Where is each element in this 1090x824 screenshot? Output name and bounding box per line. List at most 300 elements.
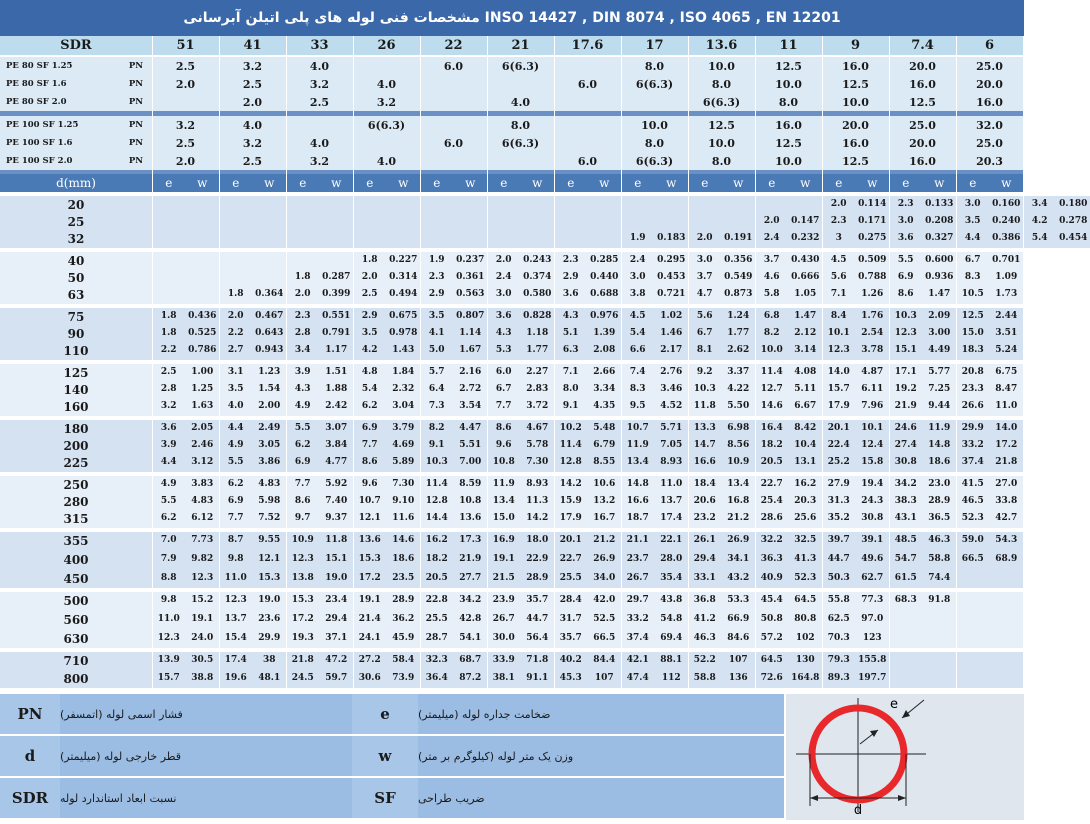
weight-value: 8.56	[722, 437, 756, 454]
weight-value: 54.1	[454, 629, 488, 648]
pn-value: 4.0	[286, 57, 353, 75]
e-header: e	[219, 174, 253, 192]
wall-thickness-value: 4.8	[353, 364, 387, 381]
weight-value: 155.8	[856, 652, 890, 670]
wall-thickness-value: 14.6	[755, 399, 789, 416]
weight-value: 21.9	[454, 551, 488, 570]
wall-thickness-value: 31.3	[822, 493, 856, 510]
wall-thickness-value: 6.9	[889, 269, 923, 286]
weight-value: 5.77	[923, 364, 957, 381]
pipe-diameter: 450	[0, 569, 152, 588]
wall-thickness-value: 6.3	[554, 343, 588, 360]
weight-value: 84.4	[588, 652, 622, 670]
weight-value: 28.9	[387, 592, 421, 611]
weight-value: 10.4	[789, 437, 823, 454]
weight-value: 21.8	[990, 455, 1024, 472]
wall-thickness-value: 13.4	[621, 455, 655, 472]
wall-thickness-value: 8.0	[554, 381, 588, 398]
weight-value: 14.0	[990, 420, 1024, 437]
pipe-diameter: 280	[0, 493, 152, 510]
weight-value: 15.1	[320, 551, 354, 570]
wall-thickness-value: 3.5	[219, 381, 253, 398]
weight-value: 0.243	[521, 252, 555, 269]
wall-thickness-value: 14.4	[420, 511, 454, 528]
pn-value: 25.0	[956, 134, 1023, 152]
wall-thickness-value: 19.6	[219, 670, 253, 688]
wall-thickness-value: 3.0	[688, 252, 722, 269]
weight-value: 26.9	[588, 551, 622, 570]
wall-thickness-value: 3.7	[688, 269, 722, 286]
weight-value: 4.35	[588, 399, 622, 416]
wall-thickness-value	[219, 269, 253, 286]
wall-thickness-value: 5.4	[1023, 231, 1057, 248]
weight-value: 0.180	[1057, 196, 1090, 213]
wall-thickness-value: 22.7	[755, 476, 789, 493]
pn-value: 4.0	[353, 152, 420, 170]
wall-thickness-value: 1.8	[353, 252, 387, 269]
wall-thickness-value: 8.4	[822, 308, 856, 325]
wall-thickness-value: 18.4	[688, 476, 722, 493]
wall-thickness-value: 25.4	[755, 493, 789, 510]
weight-value: 8.59	[454, 476, 488, 493]
w-header: w	[789, 174, 823, 192]
weight-value: 130	[789, 652, 823, 670]
diagram-d-arrow-right	[898, 795, 906, 801]
weight-value: 64.5	[789, 592, 823, 611]
wall-thickness-value: 25.5	[420, 611, 454, 630]
weight-value	[253, 231, 287, 248]
wall-thickness-value: 9.8	[219, 551, 253, 570]
weight-value: 1.73	[990, 287, 1024, 304]
weight-value: 11.3	[521, 493, 555, 510]
wall-thickness-value: 4.3	[487, 325, 521, 342]
weight-value: 13.4	[722, 476, 756, 493]
diagram-e-label: e	[890, 697, 898, 712]
wall-thickness-value: 2.4	[755, 231, 789, 248]
wall-thickness-value: 2.4	[487, 269, 521, 286]
wall-thickness-value: 17.2	[286, 611, 320, 630]
weight-value	[186, 231, 220, 248]
pn-row-label: PE 80 SF 2.0	[0, 93, 120, 111]
weight-value	[588, 213, 622, 230]
wall-thickness-value: 19.3	[286, 629, 320, 648]
wall-thickness-value: 20.8	[956, 364, 990, 381]
pipe-diameter: 180	[0, 420, 152, 437]
weight-value: 1.24	[722, 308, 756, 325]
weight-value: 19.0	[320, 569, 354, 588]
wall-thickness-value: 10.5	[956, 287, 990, 304]
weight-value: 0.563	[454, 287, 488, 304]
pn-row-label: PE 80 SF 1.6	[0, 75, 120, 93]
wall-thickness-value: 40.2	[554, 652, 588, 670]
pipe-diagram	[786, 694, 1024, 820]
wall-thickness-value: 20.5	[755, 455, 789, 472]
w-header: w	[588, 174, 622, 192]
wall-thickness-value: 4.5	[822, 252, 856, 269]
weight-value: 8.93	[655, 455, 689, 472]
wall-thickness-value: 29.9	[956, 420, 990, 437]
wall-thickness-value: 13.3	[688, 420, 722, 437]
weight-value: 1.77	[722, 325, 756, 342]
pn-value: 20.0	[956, 75, 1023, 93]
weight-value	[320, 213, 354, 230]
weight-value: 91.8	[923, 592, 957, 611]
wall-thickness-value: 16.6	[688, 455, 722, 472]
weight-value: 2.72	[454, 381, 488, 398]
pn-value: 25.0	[889, 116, 956, 134]
pn-value	[554, 57, 621, 75]
weight-value: 33.8	[990, 493, 1024, 510]
wall-thickness-value: 20.5	[420, 569, 454, 588]
wall-thickness-value: 17.1	[889, 364, 923, 381]
pn-value: 6(6.3)	[487, 57, 554, 75]
weight-value: 7.96	[856, 399, 890, 416]
weight-value: 0.278	[1057, 213, 1090, 230]
weight-value: 5.24	[990, 343, 1024, 360]
wall-thickness-value: 12.8	[554, 455, 588, 472]
weight-value: 0.364	[253, 287, 287, 304]
weight-value: 5.48	[588, 420, 622, 437]
wall-thickness-value: 19.1	[353, 592, 387, 611]
wall-thickness-value: 18.2	[755, 437, 789, 454]
wall-thickness-value: 66.5	[956, 551, 990, 570]
weight-value: 1.00	[186, 364, 220, 381]
pn-value: 20.0	[822, 116, 889, 134]
wall-thickness-value: 21.1	[621, 532, 655, 551]
column-divider	[554, 36, 555, 690]
pn-value: 12.5	[889, 93, 956, 111]
wall-thickness-value: 32.2	[755, 532, 789, 551]
column-divider	[956, 36, 957, 690]
weight-value: 12.4	[856, 437, 890, 454]
wall-thickness-value: 14.7	[688, 437, 722, 454]
weight-value: 2.08	[588, 343, 622, 360]
wall-thickness-value: 3.5	[353, 325, 387, 342]
weight-value: 0.551	[320, 308, 354, 325]
pn-value	[420, 75, 487, 93]
wall-thickness-value: 21.4	[353, 611, 387, 630]
wall-thickness-value: 2.4	[621, 252, 655, 269]
wall-thickness-value: 5.6	[822, 269, 856, 286]
weight-value: 23.6	[253, 611, 287, 630]
weight-value: 6.79	[588, 437, 622, 454]
wall-thickness-value: 17.2	[353, 569, 387, 588]
weight-value: 0.807	[454, 308, 488, 325]
legend-symbol: PN	[0, 694, 60, 734]
pn-value: 32.0	[956, 116, 1023, 134]
wall-thickness-value: 6.2	[286, 437, 320, 454]
wall-thickness-value: 3.8	[621, 287, 655, 304]
pipe-diameter: 800	[0, 670, 152, 688]
pn-value	[487, 75, 554, 93]
weight-value: 7.00	[454, 455, 488, 472]
wall-thickness-value: 26.1	[688, 532, 722, 551]
pn-value: 20.0	[889, 134, 956, 152]
weight-value	[320, 231, 354, 248]
column-divider	[487, 36, 488, 690]
weight-value: 4.52	[655, 399, 689, 416]
weight-value: 0.287	[320, 269, 354, 286]
weight-value: 3.14	[789, 343, 823, 360]
pn-value: 6(6.3)	[688, 93, 755, 111]
weight-value: 4.83	[186, 493, 220, 510]
wall-thickness-value: 3.0	[621, 269, 655, 286]
wall-thickness-value: 2.3	[554, 252, 588, 269]
weight-value	[655, 213, 689, 230]
wall-thickness-value: 3.9	[286, 364, 320, 381]
sdr-value: 51	[152, 36, 219, 55]
weight-value: 0.227	[387, 252, 421, 269]
weight-value: 102	[789, 629, 823, 648]
wall-thickness-value	[889, 652, 923, 670]
pn-col-label: PN	[120, 134, 152, 152]
sdr-value: 33	[286, 36, 353, 55]
wall-thickness-value: 8.6	[889, 287, 923, 304]
wall-thickness-value: 50.8	[755, 611, 789, 630]
weight-value: 123	[856, 629, 890, 648]
wall-thickness-value: 2.8	[286, 325, 320, 342]
wall-thickness-value	[353, 196, 387, 213]
weight-value: 46.3	[923, 532, 957, 551]
weight-value: 52.5	[588, 611, 622, 630]
wall-thickness-value: 23.3	[956, 381, 990, 398]
weight-value: 71.8	[521, 652, 555, 670]
wall-thickness-value: 4.0	[219, 399, 253, 416]
wall-thickness-value: 3.2	[152, 399, 186, 416]
weight-value: 3.04	[387, 399, 421, 416]
wall-thickness-value: 1.9	[420, 252, 454, 269]
weight-value	[454, 213, 488, 230]
weight-value: 32.5	[789, 532, 823, 551]
wall-thickness-value: 15.1	[889, 343, 923, 360]
weight-value: 56.4	[521, 629, 555, 648]
pn-value: 10.0	[755, 152, 822, 170]
weight-value	[923, 629, 957, 648]
pipe-diameter: 710	[0, 652, 152, 670]
wall-thickness-value	[219, 231, 253, 248]
pn-value: 3.2	[152, 116, 219, 134]
weight-value: 5.11	[789, 381, 823, 398]
diagram-e-arrowhead	[902, 710, 910, 718]
weight-value: 0.943	[253, 343, 287, 360]
pn-value: 4.0	[353, 75, 420, 93]
wall-thickness-value	[487, 213, 521, 230]
pn-value: 4.0	[286, 134, 353, 152]
wall-thickness-value: 46.3	[688, 629, 722, 648]
wall-thickness-value: 28.7	[420, 629, 454, 648]
wall-thickness-value: 24.5	[286, 670, 320, 688]
wall-thickness-value: 12.3	[889, 325, 923, 342]
w-header: w	[320, 174, 354, 192]
pn-value: 3.2	[286, 75, 353, 93]
weight-value: 28.9	[521, 569, 555, 588]
wall-thickness-value: 61.5	[889, 569, 923, 588]
wall-thickness-value: 13.9	[152, 652, 186, 670]
weight-value: 17.3	[454, 532, 488, 551]
column-divider	[1023, 36, 1024, 690]
wall-thickness-value: 45.3	[554, 670, 588, 688]
pn-value: 12.5	[822, 152, 889, 170]
weight-value: 5.50	[722, 399, 756, 416]
weight-value: 34.0	[588, 569, 622, 588]
wall-thickness-value: 19.2	[889, 381, 923, 398]
wall-thickness-value: 1.8	[152, 325, 186, 342]
weight-value: 34.1	[722, 551, 756, 570]
w-header: w	[990, 174, 1024, 192]
legend-description: ضریب طراحی	[418, 778, 784, 818]
wall-thickness-value: 41.5	[956, 476, 990, 493]
wall-thickness-value: 33.9	[487, 652, 521, 670]
wall-thickness-value: 33.1	[688, 569, 722, 588]
weight-value: 41.3	[789, 551, 823, 570]
weight-value: 5.89	[387, 455, 421, 472]
weight-value: 53.3	[722, 592, 756, 611]
weight-value: 0.183	[655, 231, 689, 248]
wall-thickness-value: 2.3	[822, 213, 856, 230]
weight-value: 1.02	[655, 308, 689, 325]
wall-thickness-value: 10.0	[755, 343, 789, 360]
weight-value: 9.10	[387, 493, 421, 510]
wall-thickness-value: 2.0	[219, 308, 253, 325]
wall-thickness-value: 2.3	[420, 269, 454, 286]
wall-thickness-value: 9.5	[621, 399, 655, 416]
weight-value: 0.791	[320, 325, 354, 342]
weight-value: 73.9	[387, 670, 421, 688]
wall-thickness-value: 12.3	[219, 592, 253, 611]
column-divider	[420, 36, 421, 690]
wall-thickness-value: 15.7	[822, 381, 856, 398]
weight-value	[990, 629, 1024, 648]
weight-value: 17.2	[990, 437, 1024, 454]
weight-value: 6.11	[856, 381, 890, 398]
wall-thickness-value	[554, 213, 588, 230]
wall-thickness-value: 31.7	[554, 611, 588, 630]
wall-thickness-value: 5.1	[554, 325, 588, 342]
weight-value: 19.1	[186, 611, 220, 630]
weight-value: 0.430	[789, 252, 823, 269]
legend-description: نسبت ابعاد استاندارد لوله	[60, 778, 352, 818]
pn-value: 3.2	[353, 93, 420, 111]
wall-thickness-value: 28.6	[755, 511, 789, 528]
weight-value: 7.25	[923, 381, 957, 398]
pn-row-label: PE 80 SF 1.25	[0, 57, 120, 75]
e-header: e	[889, 174, 923, 192]
weight-value	[454, 231, 488, 248]
wall-thickness-value: 4.1	[420, 325, 454, 342]
pn-value: 4.0	[219, 116, 286, 134]
wall-thickness-value: 24.1	[353, 629, 387, 648]
wall-thickness-value: 6.9	[219, 493, 253, 510]
wall-thickness-value: 43.1	[889, 511, 923, 528]
wall-thickness-value: 22.4	[822, 437, 856, 454]
weight-value: 0.666	[789, 269, 823, 286]
e-header: e	[956, 174, 990, 192]
legend-symbol: w	[352, 736, 418, 776]
weight-value: 1.05	[789, 287, 823, 304]
weight-value: 0.525	[186, 325, 220, 342]
wall-thickness-value: 9.6	[487, 437, 521, 454]
weight-value: 97.0	[856, 611, 890, 630]
legend-description: قطر خارجی لوله (میلیمتر)	[60, 736, 352, 776]
wall-thickness-value: 4.9	[152, 476, 186, 493]
sdr-value: 13.6	[688, 36, 755, 55]
pn-col-label: PN	[120, 75, 152, 93]
pn-value	[152, 93, 219, 111]
weight-value: 13.6	[454, 511, 488, 528]
pipe-diameter: 200	[0, 437, 152, 454]
weight-value: 23.5	[387, 569, 421, 588]
legend-description: وزن یک متر لوله (کیلوگرم بر متر)	[418, 736, 784, 776]
sdr-value: 21	[487, 36, 554, 55]
weight-value	[186, 213, 220, 230]
weight-value: 7.30	[521, 455, 555, 472]
wall-thickness-value: 2.5	[152, 364, 186, 381]
weight-value: 1.84	[387, 364, 421, 381]
weight-value	[521, 196, 555, 213]
weight-value: 42.7	[990, 511, 1024, 528]
weight-value	[387, 231, 421, 248]
weight-value: 19.0	[253, 592, 287, 611]
w-header: w	[454, 174, 488, 192]
wall-thickness-value: 41.2	[688, 611, 722, 630]
sdr-value: 11	[755, 36, 822, 55]
weight-value: 2.17	[655, 343, 689, 360]
weight-value: 77.3	[856, 592, 890, 611]
weight-value: 7.73	[186, 532, 220, 551]
wall-thickness-value: 21.8	[286, 652, 320, 670]
weight-value: 2.66	[588, 364, 622, 381]
pn-value: 20.3	[956, 152, 1023, 170]
weight-value: 42.8	[454, 611, 488, 630]
wall-thickness-value: 3.4	[1023, 196, 1057, 213]
weight-value: 0.240	[990, 213, 1024, 230]
wall-thickness-value	[152, 252, 186, 269]
weight-value: 14.8	[923, 437, 957, 454]
wall-thickness-value: 15.4	[219, 629, 253, 648]
weight-value	[186, 269, 220, 286]
wall-thickness-value: 34.2	[889, 476, 923, 493]
wall-thickness-value: 19.1	[487, 551, 521, 570]
diagram-inner-arrowhead	[870, 730, 878, 737]
e-header: e	[688, 174, 722, 192]
wall-thickness-value: 54.7	[889, 551, 923, 570]
weight-value: 0.643	[253, 325, 287, 342]
weight-value: 69.4	[655, 629, 689, 648]
wall-thickness-value: 21.9	[889, 399, 923, 416]
wall-thickness-value	[152, 287, 186, 304]
pn-value	[554, 93, 621, 111]
weight-value: 16.8	[722, 493, 756, 510]
wall-thickness-value: 27.2	[353, 652, 387, 670]
pipe-diameter: 400	[0, 551, 152, 570]
wall-thickness-value: 79.3	[822, 652, 856, 670]
wall-thickness-value: 44.7	[822, 551, 856, 570]
wall-thickness-value: 26.7	[487, 611, 521, 630]
weight-value: 54.3	[990, 532, 1024, 551]
wall-thickness-value: 20.6	[688, 493, 722, 510]
weight-value	[990, 652, 1024, 670]
wall-thickness-value: 36.4	[420, 670, 454, 688]
pn-col-label: PN	[120, 116, 152, 134]
wall-thickness-value: 1.8	[219, 287, 253, 304]
weight-value: 0.160	[990, 196, 1024, 213]
weight-value: 88.1	[655, 652, 689, 670]
wall-thickness-value: 20.1	[554, 532, 588, 551]
weight-value: 0.721	[655, 287, 689, 304]
wall-thickness-value: 22.8	[420, 592, 454, 611]
weight-value: 4.47	[454, 420, 488, 437]
wall-thickness-value: 5.0	[420, 343, 454, 360]
